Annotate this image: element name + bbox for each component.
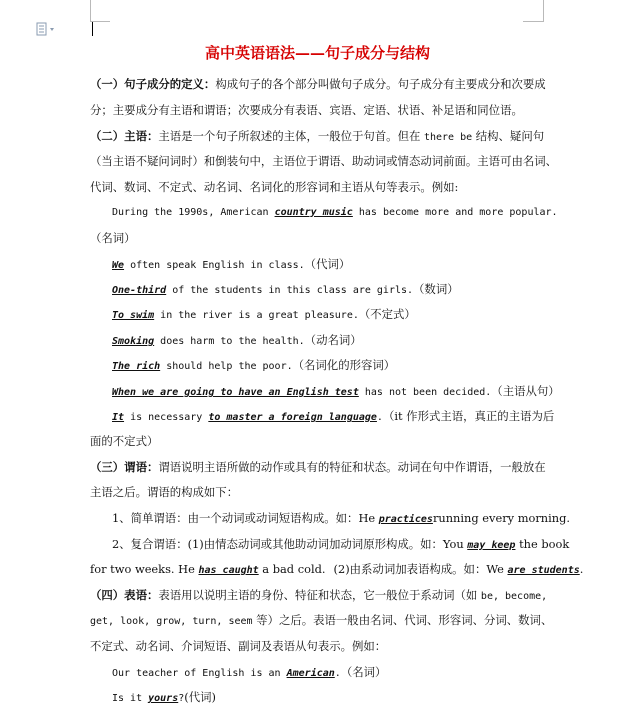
document-page[interactable]: [90, 40, 584, 704]
margin-corner-mark-left: [90, 0, 91, 22]
s1-line-2: 分；主要成分有主语和谓语；次要成分有表语、宾语、定语、状语、补足语和同位语。: [90, 103, 523, 117]
s1-heading: （一）句子成分的定义：: [90, 77, 216, 91]
top-margin-area: [0, 0, 640, 22]
s2-example-4: To swim in the river is a great pleasure.（不定式）: [112, 307, 416, 321]
s2-example-2: We often speak English in class.（代词）: [112, 257, 351, 271]
margin-corner-mark-right-h: [523, 21, 543, 22]
s3-point-2: 2、复合谓语：(1)由情态动词或其他助动词加动词原形构成。如：You may keep the book: [112, 537, 570, 551]
margin-corner-mark-left-h: [90, 21, 110, 22]
s2-example-5: Smoking does harm to the health.（动名词）: [112, 333, 362, 347]
s3-heading: （三）谓语：: [90, 460, 159, 474]
s4-line-2: get, look, grow, turn, seem 等）之后。表语一般由名词、代词、形容词、分词、数词、: [90, 613, 553, 627]
s1-line-1: （一）句子成分的定义：构成句子的各个部分叫做句子成分。句子成分有主要成分和次要成: [90, 77, 546, 91]
s3-point-1: 1、简单谓语：由一个动词或动词短语构成。如：He practicesrunning every morning.: [112, 511, 571, 525]
s2-example-6: The rich should help the poor.（名词化的形容词）: [112, 358, 396, 372]
s3-line-1: （三）谓语：谓语说明主语所做的动作或具有的特征和状态。动词在句中作谓语，一般放在: [90, 460, 546, 474]
s2-heading: （二）主语：: [90, 129, 159, 143]
s4-line-1: （四）表语：表语用以说明主语的身份、特征和状态，它一般位于系动词（如 be, become,: [90, 588, 548, 602]
document-title: 高中英语语法——句子成分与结构: [204, 44, 430, 62]
s2-example-7: When we are going to have an English test has not been decided.（主语从句）: [112, 384, 560, 398]
s2-example-8-note: 面的不定式）: [90, 434, 159, 448]
s2-example-3: One-third of the students in this class are girls.（数词）: [112, 282, 459, 296]
s2-example-1: During the 1990s, American country music has become more and more popular.: [112, 207, 558, 218]
s2-line-1: （二）主语：主语是一个句子所叙述的主体，一般位于句首。但在 there be 结构、疑问句: [90, 129, 545, 143]
s2-example-8: It is necessary to master a foreign language.（it 作形式主语，真正的主语为后: [112, 409, 555, 423]
s4-example-2: Is it yours?(代词): [112, 690, 216, 704]
s4-heading: （四）表语：: [90, 588, 159, 602]
document-options-icon[interactable]: [36, 22, 58, 36]
s2-example-1-note: （名词）: [90, 231, 136, 245]
text-cursor: [92, 22, 93, 36]
s4-line-3: 不定式、动名词、介词短语、副词及表语从句表示。例如：: [90, 639, 387, 653]
s3-line-2: 主语之后。谓语的构成如下：: [90, 485, 239, 499]
margin-corner-mark-right: [543, 0, 544, 22]
s2-line-3: 代词、数词、不定式、动名词、名词化的形容词和主语从句等表示。例如:: [90, 180, 459, 194]
s3-point-2-cont: for two weeks. He has caught a bad cold. (2)由系动词加表语构成。如：We are students.: [90, 562, 584, 576]
s4-example-1: Our teacher of English is an American.（名词）: [112, 665, 387, 679]
s2-line-2: （当主语不疑问词时）和倒装句中，主语位于谓语、助动词或情态动词前面。主语可由名词、: [90, 154, 558, 168]
